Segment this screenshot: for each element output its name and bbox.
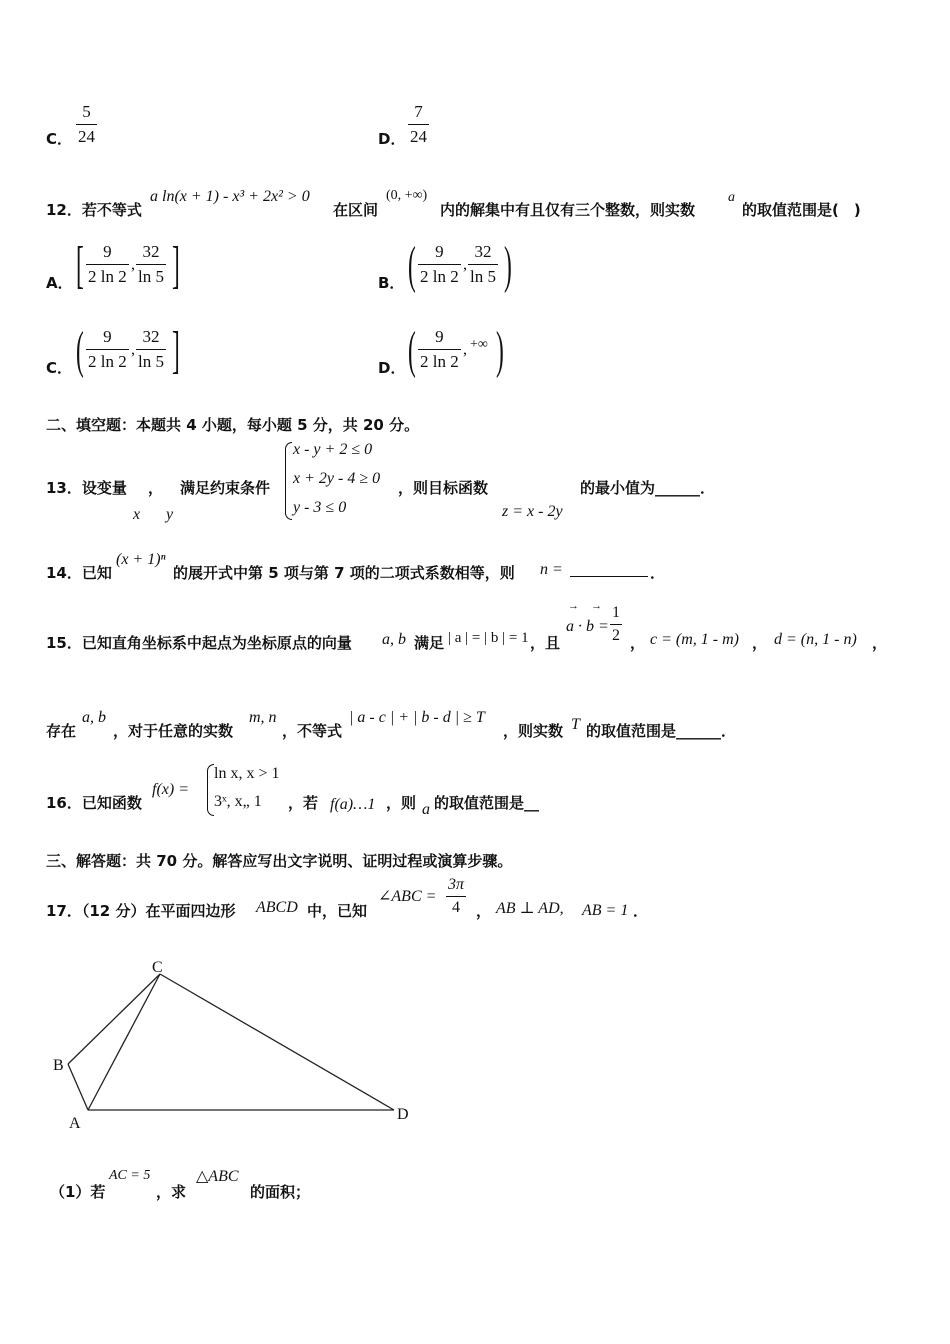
q12-option-0-label: A．: [46, 274, 73, 292]
edge-cd: [160, 974, 394, 1110]
q13-stem-a: 13．设变量: [46, 479, 127, 497]
q13-comma: ，: [148, 479, 164, 497]
q12-option-1-left-bracket: (: [408, 237, 416, 294]
q12-option-3-infinity: +∞: [470, 337, 488, 352]
q13-var-x: x: [133, 506, 141, 523]
q15-line2-b: ，对于任意的实数: [113, 722, 234, 740]
q15-vector-d: d = (n, 1 - n): [774, 631, 857, 648]
q15-vectors-ab: a, b: [382, 631, 406, 648]
q15-line2-d: ，则实数: [503, 722, 564, 740]
q12-option-0-den-1: 2 ln 2: [88, 267, 127, 286]
q16-var-a: a: [422, 801, 430, 818]
q15-half-fraction: [610, 604, 622, 645]
q12-stem-a: 12．若不等式: [46, 201, 142, 219]
q12-option-1-label: B．: [378, 274, 405, 292]
q14-stem-a: 14．已知: [46, 564, 112, 582]
q15-line2-e: 的取值范围是______．: [586, 722, 737, 740]
q17-angle-fraction: [446, 876, 466, 917]
q12-option-0-num-2: 32: [142, 242, 160, 261]
q11-c-denominator: 24: [78, 127, 95, 146]
edge-bc: [68, 974, 160, 1064]
q11-d-denominator: 24: [410, 127, 427, 146]
q12-option-3-num-1: 9: [435, 327, 444, 346]
section-3-heading: 三、解答题：共 70 分。解答应写出文字说明、证明过程或演算步骤。: [46, 852, 513, 870]
q14-stem-b: 的展开式中第 5 项与第 7 项的二项式系数相等，则: [173, 564, 515, 582]
q12-option-0-comma: ,: [131, 256, 135, 273]
q13-stem-d: 的最小值为______．: [580, 479, 716, 497]
vertex-a-label: A: [69, 1115, 81, 1132]
q15-stem-a: 15．已知直角坐标系中起点为坐标原点的向量: [46, 634, 352, 652]
q15-comma-2: ，: [752, 634, 768, 652]
q14-expression: (x + 1)ⁿ: [116, 551, 166, 568]
q12-option-2-num-1: 9: [103, 327, 112, 346]
q17-perpendicular: AB ⊥ AD,: [496, 900, 564, 917]
q17-angle: ∠ABC =: [378, 888, 437, 905]
q12-option-1-num-1: 9: [435, 242, 444, 261]
edge-ab: [68, 1064, 88, 1110]
q11-option-c-fraction: [76, 102, 97, 147]
q15-half-numerator: 1: [612, 604, 620, 621]
q13-objective: z = x - 2y: [502, 503, 563, 520]
q13-constraint-2: x + 2y - 4 ≥ 0: [293, 470, 381, 487]
q12-option-1-den-1: 2 ln 2: [420, 267, 459, 286]
q12-stem-c: 内的解集中有且仅有三个整数，则实数: [440, 201, 696, 219]
q16-stem-b: ，若: [288, 794, 319, 812]
q17-part1-b: ，求: [156, 1183, 187, 1201]
q12-option-3-den-1: 2 ln 2: [420, 352, 459, 371]
q15-var-T: T: [571, 716, 580, 733]
q12-stem-d: 的取值范围是( ): [742, 201, 861, 219]
q11-c-numerator: 5: [82, 102, 91, 121]
q12-option-2-fraction-2: [136, 327, 166, 372]
q16-stem-a: 16．已知函数: [46, 794, 142, 812]
q12-interval: (0, +∞): [386, 188, 428, 203]
q12-option-2-fraction-1: [86, 327, 129, 372]
q11-option-d-fraction: [408, 102, 429, 147]
q15-comma-3: ，: [872, 634, 888, 652]
quadrilateral-figure: [40, 950, 430, 1140]
vertex-d-label: D: [397, 1106, 409, 1123]
q13-constraint-3: y - 3 ≤ 0: [293, 499, 347, 516]
q12-option-1-num-2: 32: [474, 242, 492, 261]
vertex-b-label: B: [53, 1057, 64, 1074]
q12-option-0-num-1: 9: [103, 242, 112, 261]
q14-end: ．: [650, 564, 666, 582]
q15-stem-b: 满足: [414, 634, 445, 652]
q13-constraint-1: x - y + 2 ≤ 0: [293, 441, 373, 458]
q12-option-2-comma: ,: [131, 341, 135, 358]
q15-line2-c: ，不等式: [282, 722, 343, 740]
vertex-c-label: C: [152, 959, 163, 976]
q16-condition: f(a)…1: [330, 796, 376, 813]
q13-stem-c: ，则目标函数: [398, 479, 489, 497]
q15-vector-arrows: →→: [568, 600, 614, 612]
q12-stem-b: 在区间: [333, 201, 379, 219]
q12-option-3-right-bracket: ): [496, 322, 504, 379]
q12-option-2-right-bracket: ]: [172, 322, 180, 379]
q12-option-2-den-2: ln 5: [138, 352, 164, 371]
q11-option-d-label: D．: [378, 130, 406, 148]
q12-option-2-label: C．: [46, 359, 73, 377]
q15-reals-mn: m, n: [249, 709, 277, 726]
q15-dot-product: a · b =: [566, 618, 609, 635]
q16-case-1: ln x, x > 1: [214, 765, 280, 782]
q12-option-3-fraction-1: [418, 327, 461, 372]
q13-var-y: y: [166, 506, 174, 523]
q11-d-numerator: 7: [414, 102, 423, 121]
q12-option-0-right-bracket: ]: [172, 237, 180, 294]
q17-angle-denominator: 4: [452, 899, 460, 916]
section-2-heading: 二、填空题：本题共 4 小题，每小题 5 分，共 20 分。: [46, 416, 420, 434]
q12-option-1-fraction-2: [468, 242, 498, 287]
q17-abcd: ABCD: [256, 899, 298, 916]
q13-constraint-brace: [285, 442, 292, 520]
q17-end: ．: [633, 902, 649, 920]
q12-option-2-den-1: 2 ln 2: [88, 352, 127, 371]
q17-part1-a: （1）若: [50, 1183, 106, 1201]
q12-option-0-den-2: ln 5: [138, 267, 164, 286]
q12-option-2-left-bracket: (: [76, 322, 84, 379]
q16-stem-d: 的取值范围是__: [434, 794, 540, 812]
q12-inequality: a ln(x + 1) - x³ + 2x² > 0: [150, 188, 310, 205]
q16-piecewise-brace: [207, 764, 214, 816]
q17-part1-ac: AC = 5: [109, 1168, 151, 1183]
q17-part1-triangle: △ABC: [196, 1168, 239, 1185]
q15-modulus: | a | = | b | = 1: [448, 630, 529, 646]
q15-half-denominator: 2: [612, 627, 620, 644]
q16-f-of-x: f(x) =: [152, 781, 189, 798]
q12-var-a: a: [728, 190, 735, 205]
q12-option-3-label: D．: [378, 359, 406, 377]
q16-stem-c: ，则: [386, 794, 417, 812]
q17-part1-c: 的面积；: [250, 1183, 311, 1201]
q12-option-2-num-2: 32: [142, 327, 160, 346]
q17-ab-length: AB = 1: [582, 902, 629, 919]
q15-vectors-ab-2: a, b: [82, 709, 106, 726]
q12-option-0-fraction-2: [136, 242, 166, 287]
q12-option-0-fraction-1: [86, 242, 129, 287]
q17-stem-b: 中，已知: [307, 902, 368, 920]
q12-option-1-den-2: ln 5: [470, 267, 496, 286]
q12-option-1-fraction-1: [418, 242, 461, 287]
q12-option-0-left-bracket: [: [76, 237, 84, 294]
q12-option-3-comma: ,: [463, 341, 467, 358]
q15-vector-c: c = (m, 1 - m): [650, 631, 739, 648]
q11-option-c-label: C．: [46, 130, 73, 148]
q17-comma: ，: [476, 902, 492, 920]
q13-stem-b: 满足约束条件: [180, 479, 271, 497]
q15-comma-1: ，: [630, 634, 646, 652]
q14-answer-blank[interactable]: [570, 558, 648, 577]
q12-option-1-comma: ,: [463, 256, 467, 273]
q15-line2-a: 存在: [46, 722, 77, 740]
q17-angle-numerator: 3π: [448, 876, 465, 893]
q12-option-1-right-bracket: ): [504, 237, 512, 294]
q14-n-equals: n =: [540, 561, 563, 578]
q16-case-2: 3ˣ, x„ 1: [214, 793, 262, 810]
q15-stem-c: ，且: [530, 634, 561, 652]
edge-ac: [88, 974, 160, 1110]
q17-stem-a: 17．（12 分）在平面四边形: [46, 902, 236, 920]
q15-inequality: | a - c | + | b - d | ≥ T: [349, 709, 485, 726]
q12-option-3-left-bracket: (: [408, 322, 416, 379]
